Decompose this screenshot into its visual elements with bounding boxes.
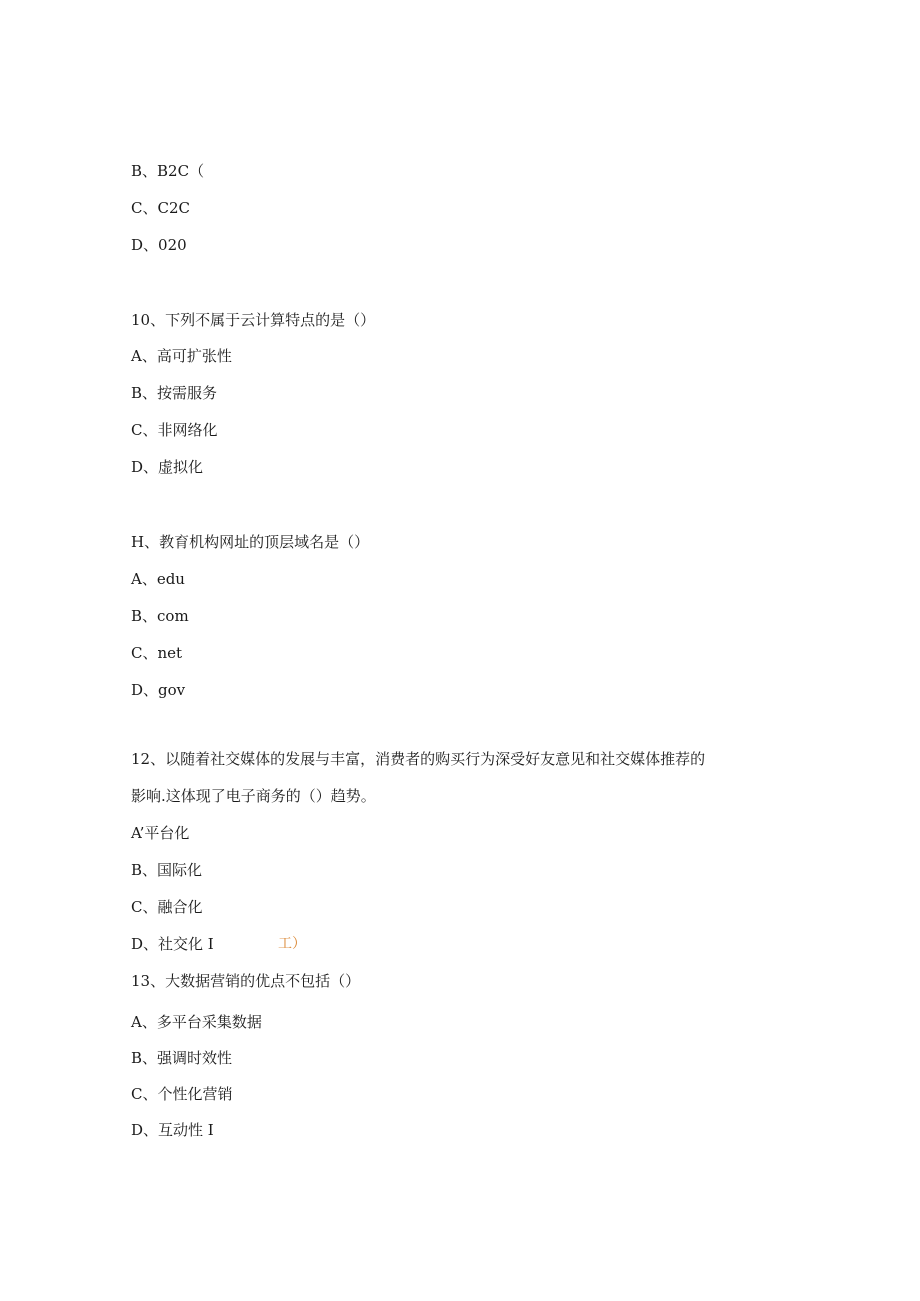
q12-option-c: C、融合化	[131, 898, 203, 916]
q10-option-c: C、非网络化	[131, 421, 218, 439]
q12-stray-mark: 工）	[278, 936, 306, 952]
q12-option-b: B、国际化	[131, 861, 203, 879]
q12-option-d: D、社交化 I	[131, 935, 214, 953]
q11-option-d: D、gov	[131, 681, 186, 699]
q11-option-c: C、net	[131, 644, 183, 662]
q13-stem: 13、大数据营销的优点不包括（）	[131, 972, 361, 990]
q13-option-a: A、多平台采集数据	[131, 1013, 262, 1031]
q13-option-b: B、强调时效性	[131, 1049, 233, 1067]
q9-option-d: D、020	[131, 236, 187, 254]
q10-stem: 10、下列不属于云计算特点的是（）	[131, 311, 376, 329]
q11-stem: H、教育机构网址的顶层域名是（）	[131, 533, 370, 551]
q9-option-b: B、B2C（	[131, 162, 205, 180]
q12-stem-line2: 影响.这体现了电子商务的（）趋势。	[131, 787, 376, 805]
q11-option-b: B、com	[131, 607, 189, 625]
q13-option-c: C、个性化营销	[131, 1085, 233, 1103]
q10-option-a: A、高可扩张性	[131, 347, 232, 365]
q11-option-a: A、edu	[131, 570, 185, 588]
q9-option-c: C、C2C	[131, 199, 190, 217]
q12-stem-line1: 12、以随着社交媒体的发展与丰富，消费者的购买行为深受好友意见和社交媒体推荐的	[131, 750, 706, 768]
q10-option-d: D、虚拟化	[131, 458, 204, 476]
q13-option-d: D、互动性 I	[131, 1121, 214, 1139]
q12-option-a: A’平台化	[131, 824, 190, 842]
q10-option-b: B、按需服务	[131, 384, 218, 402]
